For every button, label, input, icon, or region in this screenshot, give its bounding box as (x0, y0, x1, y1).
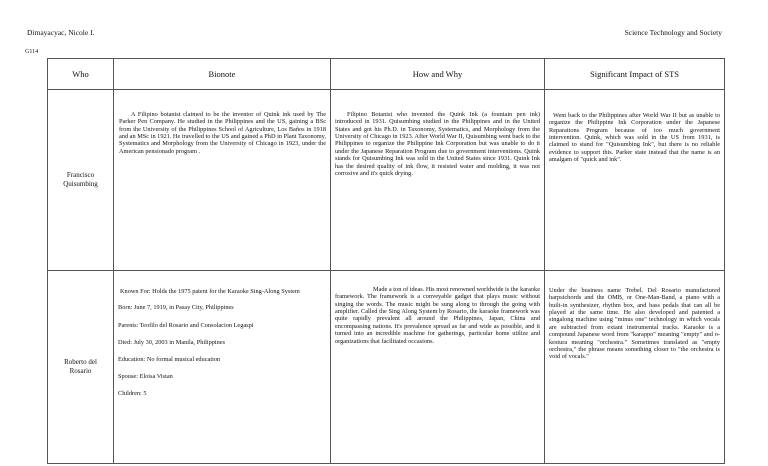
impact-text: Under the business name Trebel. Del Rosario manufactured harpsichords and the OMB, or One-Man-Band, a piano with a built-in synthesizer, rhythm box, and bass pedals that can all be played at the same time. He also developed and patented a singalong machine using "minus one" technology in which vocals are subtracted from extant instrumental tracks. Karaoke is a compound Japanese word from "karappo" meaning "empty" and o-kestura meaning "orchestra." Sometimes translated as "empty orchestra," the phrase means something closer to "the orchestra is void of vocals." (549, 287, 720, 361)
who-cell (48, 90, 114, 271)
section-code: G114 (25, 49, 39, 55)
who-name-line2: Rosario (69, 367, 92, 375)
how-why-cell (331, 90, 545, 271)
course-title: Science Technology and Society (624, 28, 722, 37)
how-why-text: Filipino Botanist who invented the Quink Ink (a fountain pen ink) introduced in 1931. Quisumbing studied in the Philippines and in the United States and got his Ph.D. in Taxonomy, Systematics, and Morphology from the University of Chicago in 1923. After World War II, Quisumbing went back to the Philippines to organize the Philippine Ink Corporation but was unable to do it under the Japanese Reparation Program due to government interventions. Quink stands for Quisumbing Ink was sold in the United States since 1931. Quink Ink has the desired quality of ink flow, it resisted water and molding, it was not corrosive and it's quick drying. (335, 111, 540, 177)
fact-died: Died: July 30, 2003 in Manila, Philippines (118, 338, 226, 346)
who-cell (48, 271, 114, 464)
table-row (48, 271, 725, 464)
fact-parents: Parents: Teofilo del Rosario and Consolacion Legaspi (118, 321, 254, 329)
who-name-line1: Roberto del (64, 358, 97, 367)
bionote-text: A Filipino botanist claimed to be the inventor of Quink ink used by The Parker Pen Company. He studied in the Philippines and the US, gaining a BSc from the University of the Philippines School of Agriculture, Los Baños in 1918 and an MSc in 1921. He travelled to the US and gained a PhD in Plant Taxonomy, Systematics and Morphology from the University of Chicago in 1923, under the American pensionado program . (119, 111, 326, 155)
column-header-who: Who (48, 59, 114, 90)
who-name-line1: Francisco (66, 171, 95, 180)
table-header-row (48, 59, 725, 90)
impact-text: Went back to the Philippines after World War II but as unable to organize the Philippine Ink Corporation under the Japanese Reparations Program because of too much government intervention. Quink, which was sold in the US from 1931, is claimed to stand for "Quisumbing Ink", but there is no reliable evidence to support this. Parker state instead that the name is an amalgam of "quick and ink". (549, 112, 720, 164)
fact-born: Born: June 7, 1919, in Pasay City, Philippines (118, 304, 234, 312)
author-name: Dimayacyac, Nicole I. (27, 28, 95, 37)
how-why-text: Made a ton of ideas. His most renowned worldwide is the karaoke framework. The framework is a conveyable gadget that plays music without singing the words. The music might be sung along to through the going with amplifier. Called the Sing Along System by Rosario, the karaoke framework was quite rapidly prevalent all around the Philippines, Japan, China and encompassing nations. It's prevalence spread as far and wide as possible, and it turned into an incredible machine for gatherings, particular home utilize and organizations that facilitated occasions. (335, 286, 540, 345)
sts-table (47, 58, 725, 464)
impact-cell (545, 90, 725, 271)
column-header-how-and-why: How and Why (331, 59, 545, 90)
fact-spouse: Spouse: Eloisa Vistan (118, 372, 173, 380)
impact-cell (545, 271, 725, 464)
fact-children: Children: 5 (118, 390, 147, 398)
table-row (48, 90, 725, 271)
how-why-cell (331, 271, 545, 464)
who-name-line2: Quisumbing (63, 180, 98, 188)
bionote-cell (114, 90, 331, 271)
fact-known-for: Known For: Holds the 1975 patent for the Karaoke Sing-Along System (120, 288, 300, 295)
column-header-bionote: Bionote (114, 59, 331, 90)
bionote-cell (114, 271, 331, 464)
fact-education: Education: No formal musical education (118, 355, 221, 363)
column-header-impact: Significant Impact of STS (545, 59, 725, 90)
